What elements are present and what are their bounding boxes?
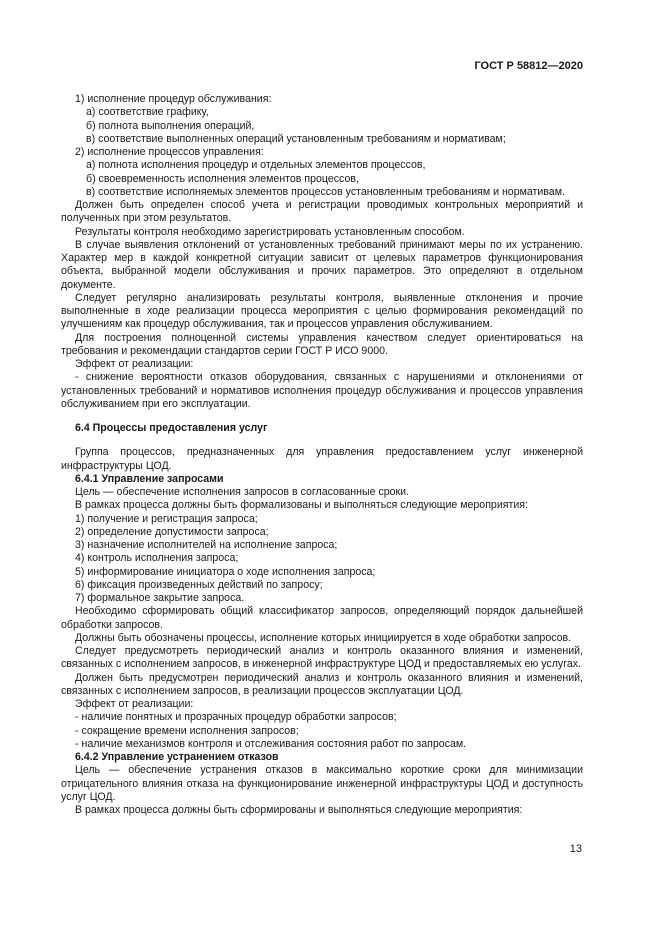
paragraph: Необходимо сформировать общий классификатор запросов, определяющий порядок дальнейшей обработки запросов. [61,605,583,631]
list-item: а) полнота исполнения процедур и отдельных элементов процессов, [86,159,426,172]
paragraph: Должен быть определен способ учета и регистрации проводимых контрольных мероприятий и полученных при этом результатов. [61,199,583,225]
paragraph: Цель — обеспечение исполнения запросов в согласованные сроки. [75,486,410,498]
list-item: 6) фиксация произведенных действий по запросу; [75,578,323,591]
subsection-heading: 6.4.1 Управление запросами [75,472,224,485]
list-item: 3) назначение исполнителей на исполнение запроса; [75,539,338,551]
list-item: в) соответствие выполненных операций установленным требованиям и нормативам; [86,132,506,145]
page-number: 13 [569,843,582,855]
bullet-item: - наличие механизмов контроля и отслеживания состояния работ по запросам. [75,737,467,750]
paragraph: Следует предусмотреть периодический анализ и контроль оказанного влияния и изменений, связанных с исполнением запросов, в инженерной инфраструктуре ЦОД и предоставляемых ею услугах. [61,645,583,671]
paragraph: Должны быть обозначены процессы, исполнение которых инициируется в ходе обработки запросов. [75,631,572,644]
paragraph: Для построения полноценной системы управления качеством следует ориентироваться на требования и рекомендации стандартов серии ГОСТ Р ИСО 9000. [61,331,583,357]
list-item: б) полнота выполнения операций, [86,119,255,132]
paragraph: Результаты контроля необходимо зарегистрировать установленным способом. [75,225,465,238]
section-heading: 6.4 Процессы предоставления услуг [75,422,268,434]
list-item: в) соответствие исполняемых элементов процессов установленным требованиям и нормативам. [86,185,565,198]
list-item: 5) информирование инициатора о ходе исполнения запроса; [75,565,376,578]
bullet-item: - снижение вероятности отказов оборудования, связанных с нарушениями и отклонениями от установленных требований и нормативов исполнения процедур обслуживания и процессов управления обслуживанием при его эксплуатации. [61,371,583,410]
list-item: 1) исполнение процедур обслуживания: [75,93,272,105]
paragraph: В рамках процесса должны быть формализованы и выполняться следующие мероприятия: [75,499,528,512]
paragraph: В рамках процесса должны быть сформированы и выполняться следующие мероприятия: [75,804,523,816]
paragraph: Эффект от реализации: [75,358,194,370]
list-item: а) соответствие графику, [86,106,209,119]
list-item: 2) исполнение процессов управления: [75,146,264,158]
bullet-item: - сокращение времени исполнения запросов; [75,724,299,737]
bullet-item: - наличие понятных и прозрачных процедур обработки запросов; [75,711,397,724]
paragraph: Должен быть предусмотрен периодический анализ и контроль оказанного влияния и изменений, связанных с исполнением запросов, в реализации процессов эксплуатации ЦОД. [61,671,583,697]
paragraph: Следует регулярно анализировать результаты контроля, выявленные отклонения и прочие выполненные в ходе реализации процесса мероприятия с целью формирования рекомендаций по улучшениям как процедур обслуживания, так и процессов управления обслуживанием. [61,291,583,331]
subsection-heading: 6.4.2 Управление устранением отказов [75,751,279,763]
list-item: 4) контроль исполнения запроса; [75,552,239,565]
paragraph: Группа процессов, предназначенных для управления предоставлением услуг инженерной инфраструктуры ЦОД. [61,446,583,472]
list-item: 1) получение и регистрация запроса; [75,512,258,525]
list-item: 2) определение допустимости запроса; [75,525,269,538]
paragraph: Цель — обеспечение устранения отказов в максимально короткие сроки для минимизации отрицательного влияния отказа на функционирование инженерной инфраструктуры ЦОД и доступность услуг ЦОД. [61,764,583,803]
list-item: 7) формальное закрытие запроса. [75,592,245,604]
paragraph: Эффект от реализации: [75,698,194,710]
document-body [61,93,583,817]
document-code: ГОСТ Р 58812—2020 [474,60,583,72]
paragraph: В случае выявления отклонений от установленных требований принимают меры по их устранению. Характер мер в каждой конкретной ситуации зависит от целевых параметров функционирования объекта, выбранной модели обслуживания и прочих параметров. Это определяют в отдельном документе. [61,238,583,291]
list-item: б) своевременность исполнения элементов процессов, [86,172,359,185]
